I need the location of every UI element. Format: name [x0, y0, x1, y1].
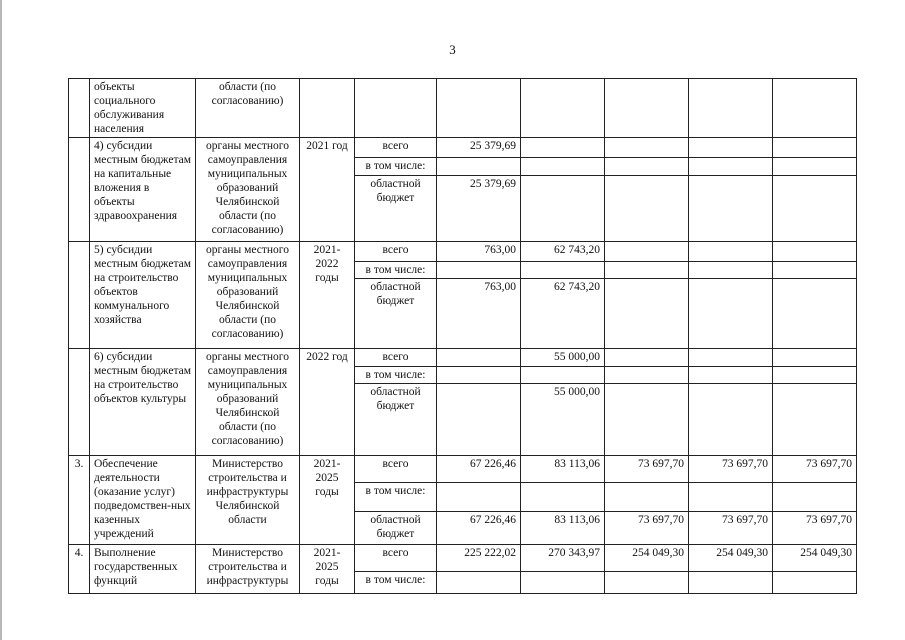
funding-source-cell: всего — [355, 456, 437, 483]
amount-cell — [689, 384, 773, 456]
amount-cell: 225 222,02 — [437, 545, 521, 572]
amount-cell: 270 343,97 — [521, 545, 605, 572]
amount-cell — [605, 79, 689, 138]
amount-cell — [437, 349, 521, 367]
years-cell: 2022 год — [300, 349, 355, 456]
funding-source-cell: в том числе: — [355, 572, 437, 594]
years-cell: 2021- 2022 годы — [300, 242, 355, 349]
funding-source-cell: областной бюджет — [355, 279, 437, 349]
amount-cell — [605, 176, 689, 242]
row-number-cell — [69, 349, 90, 456]
amount-cell — [521, 158, 605, 176]
amount-cell: 55 000,00 — [521, 384, 605, 456]
table-body — [69, 79, 857, 594]
amount-cell: 254 049,30 — [773, 545, 857, 572]
executor-cell: органы местного самоуправления муниципальных образований Челябинской области (по согласованию) — [196, 349, 300, 456]
amount-cell: 62 743,20 — [521, 242, 605, 262]
funding-source-cell: в том числе: — [355, 158, 437, 176]
amount-cell — [521, 367, 605, 384]
years-cell: 2021 год — [300, 138, 355, 242]
scan-left-edge — [0, 0, 2, 640]
table-row — [69, 242, 857, 262]
amount-cell — [605, 138, 689, 158]
funding-source-cell: областной бюджет — [355, 384, 437, 456]
amount-cell — [773, 79, 857, 138]
executor-cell: органы местного самоуправления муниципальных образований Челябинской области (по согласованию) — [196, 242, 300, 349]
amount-cell: 25 379,69 — [437, 138, 521, 158]
amount-cell — [689, 367, 773, 384]
amount-cell: 763,00 — [437, 279, 521, 349]
amount-cell — [437, 572, 521, 594]
years-cell: 2021- 2025 годы — [300, 545, 355, 594]
amount-cell — [689, 176, 773, 242]
amount-cell — [773, 367, 857, 384]
amount-cell — [773, 279, 857, 349]
amount-cell — [521, 572, 605, 594]
amount-cell: 254 049,30 — [605, 545, 689, 572]
executor-cell: Министерство строительства и инфраструктуры — [196, 545, 300, 594]
amount-cell — [605, 262, 689, 279]
amount-cell — [689, 262, 773, 279]
row-number-cell — [69, 242, 90, 349]
amount-cell — [773, 158, 857, 176]
executor-cell: Министерство строительства и инфраструктуры Челябинской области — [196, 456, 300, 545]
event-name-cell: Выполнение государственных функций — [90, 545, 196, 594]
amount-cell: 83 113,06 — [521, 456, 605, 483]
funding-source-cell: всего — [355, 242, 437, 262]
amount-cell — [521, 483, 605, 512]
amount-cell — [521, 262, 605, 279]
amount-cell: 254 049,30 — [689, 545, 773, 572]
amount-cell — [689, 349, 773, 367]
funding-source-cell: всего — [355, 138, 437, 158]
amount-cell — [437, 483, 521, 512]
row-number-cell: 3. — [69, 456, 90, 545]
table-row — [69, 79, 857, 138]
amount-cell: 67 226,46 — [437, 512, 521, 545]
funding-source-cell — [355, 79, 437, 138]
amount-cell — [521, 138, 605, 158]
event-name-cell: объекты социального обслуживания населения — [90, 79, 196, 138]
amount-cell — [689, 158, 773, 176]
amount-cell — [773, 138, 857, 158]
amount-cell: 73 697,70 — [689, 456, 773, 483]
amount-cell — [605, 349, 689, 367]
amount-cell — [605, 483, 689, 512]
executor-cell: области (по согласованию) — [196, 79, 300, 138]
funding-source-cell: областной бюджет — [355, 512, 437, 545]
amount-cell — [689, 572, 773, 594]
funding-source-cell: в том числе: — [355, 367, 437, 384]
page-number: 3 — [449, 42, 456, 57]
amount-cell: 67 226,46 — [437, 456, 521, 483]
amount-cell — [689, 242, 773, 262]
amount-cell — [689, 79, 773, 138]
event-name-cell: 4) субсидии местным бюджетам на капитальные вложения в объекты здравоохранения — [90, 138, 196, 242]
amount-cell — [605, 279, 689, 349]
amount-cell — [773, 572, 857, 594]
amount-cell — [605, 158, 689, 176]
amount-cell — [521, 176, 605, 242]
program-table — [68, 78, 857, 594]
amount-cell: 73 697,70 — [773, 456, 857, 483]
amount-cell: 73 697,70 — [689, 512, 773, 545]
amount-cell — [437, 262, 521, 279]
amount-cell — [689, 279, 773, 349]
amount-cell — [521, 79, 605, 138]
row-number-cell — [69, 138, 90, 242]
amount-cell — [437, 367, 521, 384]
amount-cell — [605, 367, 689, 384]
amount-cell — [605, 572, 689, 594]
funding-source-cell: в том числе: — [355, 483, 437, 512]
amount-cell: 73 697,70 — [605, 456, 689, 483]
amount-cell: 62 743,20 — [521, 279, 605, 349]
event-name-cell: Обеспечение деятельности (оказание услуг) подведомствен-ных казенных учреждений — [90, 456, 196, 545]
amount-cell — [773, 483, 857, 512]
event-name-cell: 6) субсидии местным бюджетам на строительство объектов культуры — [90, 349, 196, 456]
table-row — [69, 138, 857, 158]
amount-cell — [437, 158, 521, 176]
amount-cell — [773, 262, 857, 279]
amount-cell — [437, 79, 521, 138]
table-row — [69, 456, 857, 483]
amount-cell: 73 697,70 — [605, 512, 689, 545]
years-cell: 2021- 2025 годы — [300, 456, 355, 545]
amount-cell — [689, 138, 773, 158]
row-number-cell: 4. — [69, 545, 90, 594]
executor-cell: органы местного самоуправления муниципальных образований Челябинской области (по согласованию) — [196, 138, 300, 242]
amount-cell — [437, 384, 521, 456]
amount-cell — [773, 349, 857, 367]
amount-cell — [605, 384, 689, 456]
amount-cell — [773, 384, 857, 456]
amount-cell — [773, 242, 857, 262]
row-number-cell — [69, 79, 90, 138]
years-cell — [300, 79, 355, 138]
table-row — [69, 545, 857, 572]
table-row — [69, 349, 857, 367]
funding-source-cell: областной бюджет — [355, 176, 437, 242]
funding-source-cell: всего — [355, 545, 437, 572]
amount-cell — [689, 483, 773, 512]
amount-cell: 55 000,00 — [521, 349, 605, 367]
amount-cell: 73 697,70 — [773, 512, 857, 545]
amount-cell: 763,00 — [437, 242, 521, 262]
funding-source-cell: всего — [355, 349, 437, 367]
amount-cell — [773, 176, 857, 242]
funding-source-cell: в том числе: — [355, 262, 437, 279]
amount-cell: 25 379,69 — [437, 176, 521, 242]
event-name-cell: 5) субсидии местным бюджетам на строительство объектов коммунального хозяйства — [90, 242, 196, 349]
amount-cell: 83 113,06 — [521, 512, 605, 545]
amount-cell — [605, 242, 689, 262]
